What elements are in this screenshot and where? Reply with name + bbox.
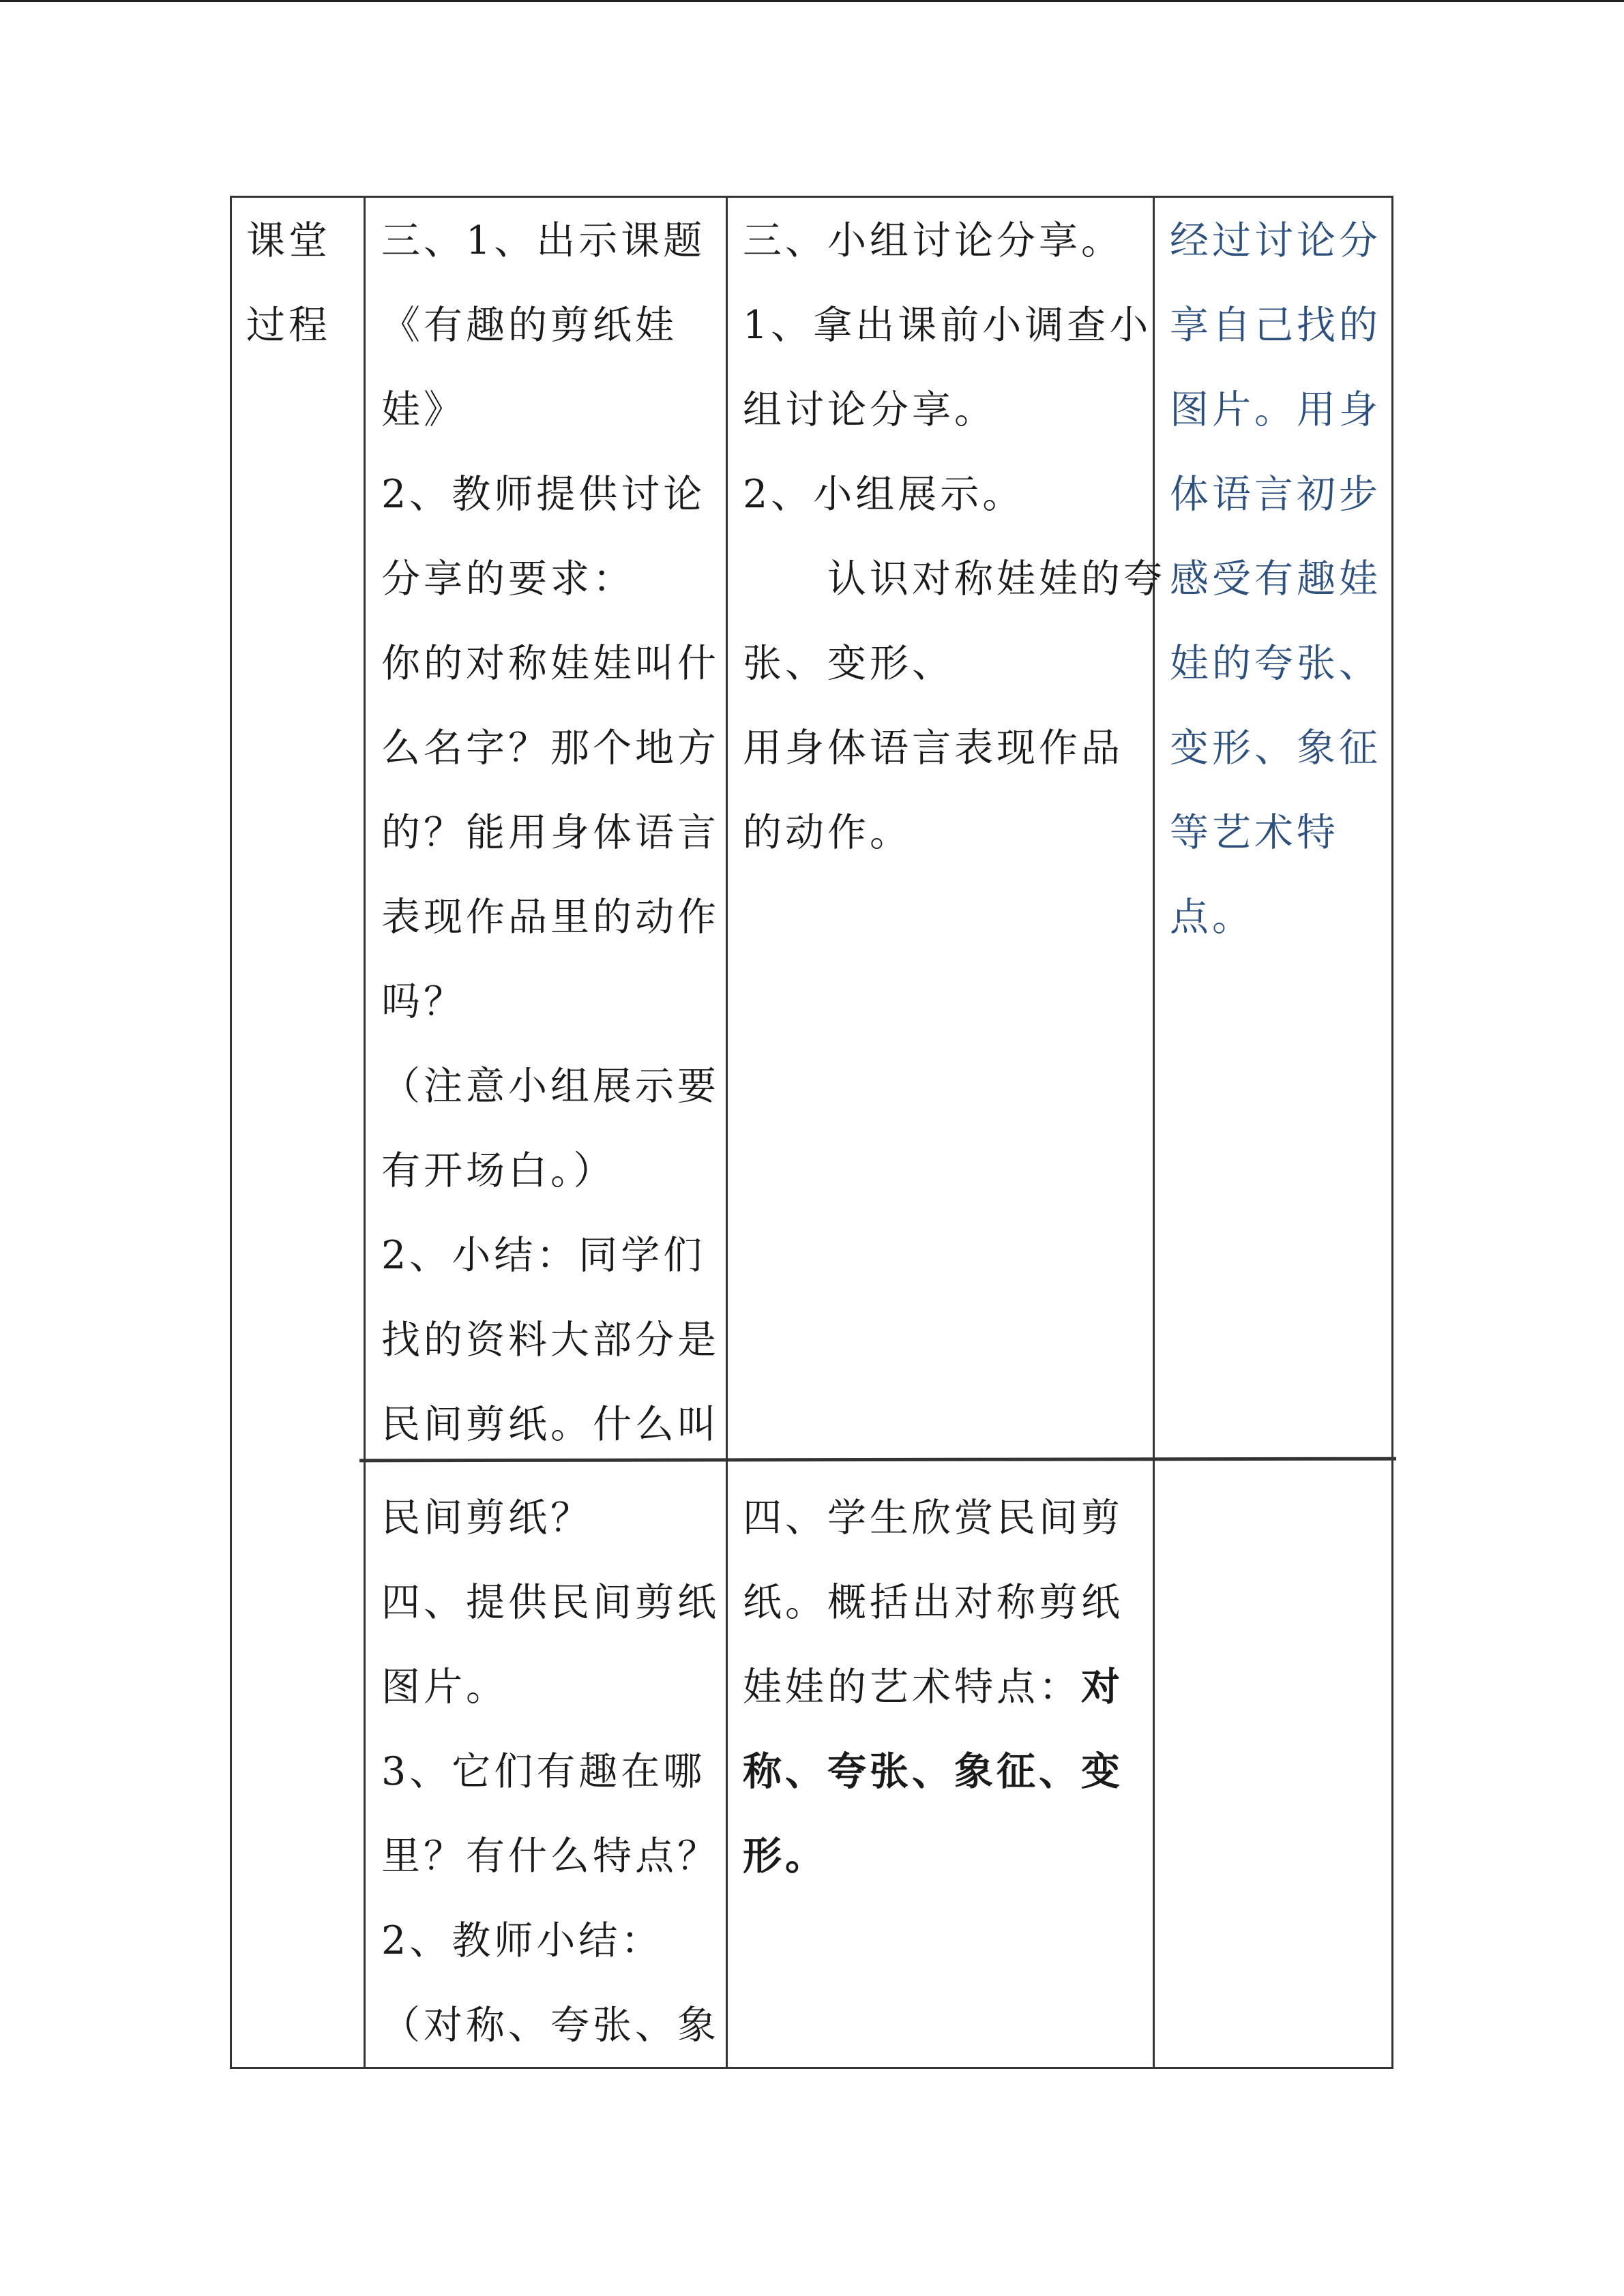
student-text-line	[743, 1645, 1123, 1729]
teacher-text-line: 吗？	[381, 979, 466, 1024]
teacher-text-line: 么名字？那个地方	[381, 726, 720, 771]
student-text-line: 认识对称娃娃的夸	[743, 556, 1166, 601]
teacher-text-line: 2、教师提供讨论	[381, 472, 706, 517]
student-activity-cell-lower	[743, 1476, 1123, 1898]
column-divider-2	[726, 196, 728, 2069]
column-divider-1	[364, 196, 366, 2069]
intent-text-line: 娃的夸张、	[1170, 641, 1381, 686]
student-text-line: 用身体语言表现作品	[743, 726, 1123, 771]
teacher-activity-cell-upper	[381, 198, 720, 1467]
intent-text-line: 体语言初步	[1170, 472, 1381, 517]
student-activity-cell-upper	[743, 198, 1166, 875]
student-text-normal: 四、学生欣赏民间剪	[743, 1495, 1123, 1540]
teacher-text-line: 分享的要求：	[381, 556, 635, 601]
student-text-normal: 娃娃的艺术特点：	[743, 1665, 1081, 1710]
section-label-line: 课堂	[246, 218, 331, 263]
teacher-text-line: 民间剪纸。什么叫	[381, 1402, 720, 1447]
student-text-emphasis: 形。	[743, 1833, 827, 1879]
teacher-text-line: 《有趣的剪纸娃	[381, 303, 677, 348]
student-text-line: 的动作。	[743, 810, 912, 855]
teacher-text-line: 3、它们有趣在哪	[381, 1749, 706, 1794]
table-right-border	[1391, 196, 1393, 2069]
intent-text-line: 变形、象征	[1170, 726, 1381, 771]
intent-text-line: 点。	[1170, 895, 1254, 940]
teacher-text-line: 四、提供民间剪纸	[381, 1580, 720, 1625]
intent-text-line: 享自己找的	[1170, 303, 1381, 348]
teacher-text-line: （对称、夸张、象	[381, 2003, 720, 2048]
teacher-text-line: 里？有什么特点？	[381, 1834, 720, 1879]
teacher-text-line: （注意小组展示要	[381, 1064, 720, 1109]
teacher-text-line: 2、小结：同学们	[381, 1233, 706, 1278]
student-text-emphasis: 对	[1081, 1664, 1123, 1710]
intent-text-line: 感受有趣娃	[1170, 556, 1381, 601]
student-text-emphasis: 称、夸张、象征、变	[743, 1748, 1123, 1794]
student-text-line: 1、拿出课前小调查小	[743, 303, 1152, 348]
intent-text-line: 经过讨论分	[1170, 218, 1381, 263]
student-text-line: 张、变形、	[743, 641, 954, 686]
teacher-text-line: 2、教师小结：	[381, 1918, 664, 1963]
student-text-line	[743, 1476, 1123, 1560]
teacher-text-line: 娃》	[381, 387, 466, 432]
table-left-border	[230, 196, 232, 2069]
intent-text-line: 图片。用身	[1170, 387, 1381, 432]
section-label-cell	[246, 198, 331, 368]
student-text-normal: 纸。概括出对称剪纸	[743, 1580, 1123, 1625]
teacher-activity-cell-lower	[381, 1476, 720, 2068]
section-label-line: 过程	[246, 303, 331, 348]
intent-text-line: 等艺术特	[1170, 810, 1339, 855]
teacher-text-line: 三、1、出示课题	[381, 218, 706, 263]
page-top-rule	[0, 0, 1624, 2]
teacher-text-line: 民间剪纸？	[381, 1495, 593, 1540]
teacher-text-line: 图片。	[381, 1665, 508, 1710]
teacher-text-line: 表现作品里的动作	[381, 895, 720, 940]
lesson-table	[230, 196, 1393, 2069]
student-text-line	[743, 1814, 1123, 1898]
teacher-text-line: 你的对称娃娃叫什	[381, 641, 720, 686]
teacher-text-line: 找的资料大部分是	[381, 1317, 720, 1362]
student-text-line: 三、小组讨论分享。	[743, 218, 1123, 263]
student-text-line: 组讨论分享。	[743, 387, 996, 432]
table-top-border	[230, 196, 1393, 198]
student-text-line: 2、小组展示。	[743, 472, 1025, 517]
teacher-text-line: 有开场白。）	[381, 1148, 616, 1193]
teacher-text-line: 的？能用身体语言	[381, 810, 720, 855]
design-intent-cell-upper	[1170, 198, 1381, 959]
student-text-line	[743, 1560, 1123, 1645]
student-text-line	[743, 1729, 1123, 1814]
